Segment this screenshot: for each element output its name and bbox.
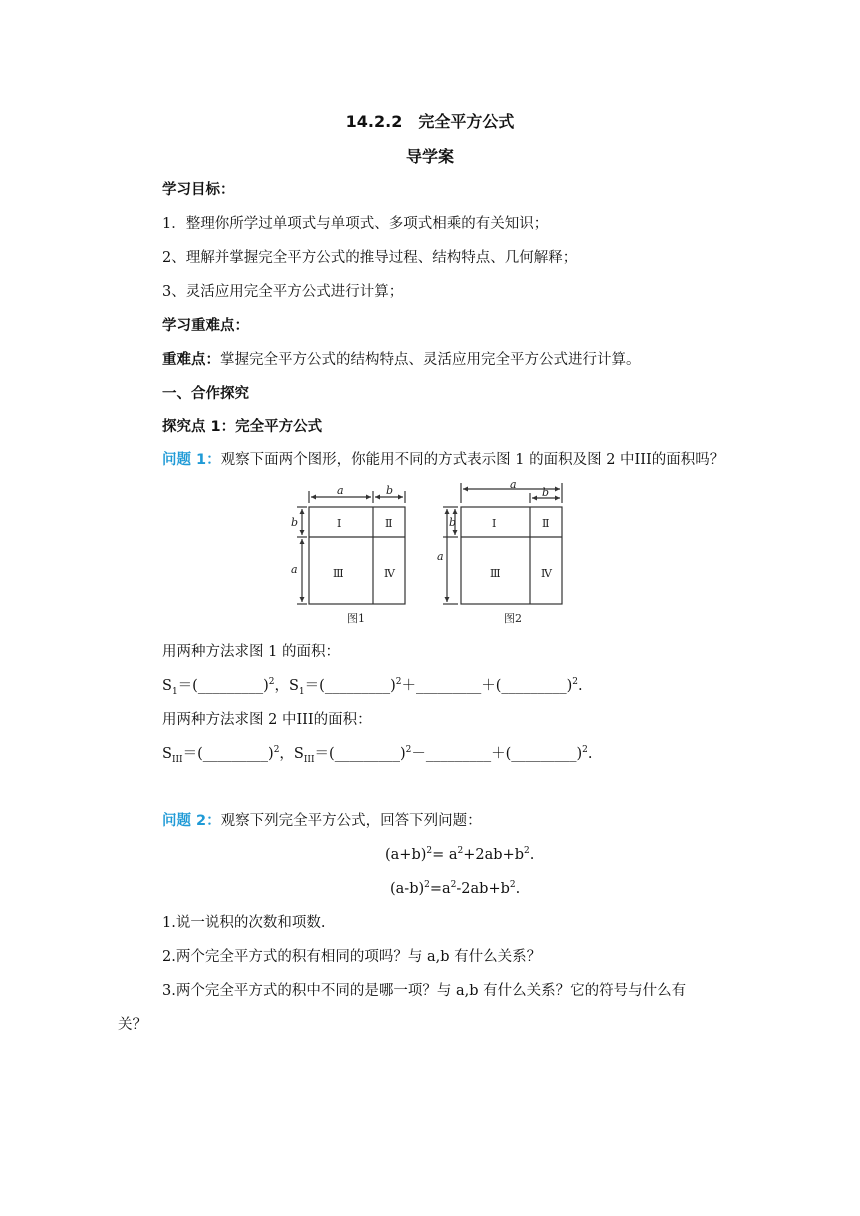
- question-2: [162, 811, 482, 831]
- plus: ＋: [491, 746, 506, 762]
- fig1-label-a-left: a: [291, 563, 298, 576]
- period: .: [515, 881, 521, 897]
- blank: _________: [415, 678, 482, 694]
- page-title: 14.2.2 完全平方公式: [345, 112, 515, 131]
- fig1-area-equation: [162, 676, 583, 696]
- question-2-label: 问题 2：: [162, 813, 221, 829]
- plus: ＋: [401, 678, 416, 694]
- fig1-label-b-top: b: [386, 485, 394, 497]
- goal-item-3: 3、灵活应用完全平方公式进行计算；: [162, 284, 404, 300]
- s-symbol: S: [162, 678, 172, 694]
- square-exp: 2: [582, 745, 588, 756]
- blank: _________: [425, 746, 492, 762]
- question-2-item-3: 3.两个完全平方式的积中不同的是哪一项？与 a,b 有什么关系？它的符号与什么有: [162, 983, 687, 999]
- square-exp: 2: [509, 880, 516, 891]
- fig2-region-3: Ⅲ: [490, 567, 501, 580]
- fig2-label-a-left: a: [437, 550, 444, 563]
- s-subscript: 1: [171, 686, 178, 697]
- fig2-caption: 图2: [504, 612, 522, 625]
- s-symbol: S: [293, 746, 304, 762]
- explore-point-heading: 探究点 1：完全平方公式: [162, 419, 323, 435]
- key-points-heading: 学习重难点：: [162, 318, 249, 334]
- question-1-label: 问题 1：: [162, 452, 221, 468]
- square-exp: 2: [268, 677, 275, 688]
- s-symbol: S: [162, 746, 172, 762]
- question-2-item-1: 1.说一说积的次数和项数.: [162, 915, 326, 931]
- question-2-text: 观察下列完全平方公式，回答下列问题：: [220, 813, 482, 829]
- blank: (_________): [329, 746, 406, 762]
- square-exp: 2: [424, 880, 430, 891]
- blank: (_________): [505, 746, 583, 762]
- figure-2: [434, 480, 574, 630]
- figure-1: [285, 485, 415, 630]
- s-symbol: S: [288, 678, 299, 694]
- period: .: [578, 678, 583, 694]
- key-points-line: [162, 350, 641, 370]
- equals: ＝: [177, 678, 193, 694]
- s-subscript: III: [303, 754, 315, 765]
- s-subscript: 1: [298, 686, 305, 697]
- formula-sum-square: [385, 845, 534, 865]
- formula-diff-square: [390, 879, 520, 899]
- square-exp: 2: [524, 846, 530, 857]
- square-exp: 2: [395, 677, 402, 688]
- minus: －: [411, 746, 426, 762]
- fig2-label-a-top: a: [510, 480, 517, 491]
- period: .: [529, 847, 535, 863]
- formula-term: -2ab+b: [456, 881, 510, 897]
- fig1-label-a-top: a: [337, 485, 344, 497]
- comma: ，: [274, 678, 289, 694]
- blank: (_________): [192, 678, 269, 694]
- fig2-area-prompt: 用两种方法求图 2 中III的面积：: [162, 712, 372, 728]
- fig1-region-2: Ⅱ: [385, 517, 393, 530]
- question-1: [162, 450, 724, 470]
- blank: (_________): [495, 678, 573, 694]
- fig2-region-1: Ⅰ: [492, 517, 497, 530]
- goal-item-2: 2、理解并掌握完全平方公式的推导过程、结构特点、几何解释；: [162, 250, 578, 266]
- fig2-label-b-left: b: [449, 516, 457, 529]
- question-2-item-3-cont: 关？: [118, 1017, 147, 1033]
- period: .: [587, 746, 593, 762]
- square-exp: 2: [457, 846, 464, 857]
- fig2-region-2: Ⅱ: [542, 517, 550, 530]
- fig2-label-b-top: b: [542, 486, 550, 499]
- square-exp: 2: [450, 880, 457, 891]
- comma: ，: [279, 746, 294, 762]
- formula-term: (a+b): [385, 847, 427, 863]
- fig1-label-b-left: b: [291, 516, 299, 529]
- square-exp: 2: [405, 745, 412, 756]
- question-2-item-2: 2.两个完全平方式的积有相同的项吗？与 a,b 有什么关系？: [162, 949, 542, 965]
- s-subscript: III: [171, 754, 183, 765]
- formula-term: =a: [429, 881, 451, 897]
- question-1-text: 观察下面两个图形，你能用不同的方式表示图 1 的面积及图 2 中III的面积吗？: [220, 452, 725, 468]
- square-exp: 2: [273, 745, 280, 756]
- plus: ＋: [481, 678, 496, 694]
- fig1-region-4: Ⅳ: [384, 567, 395, 580]
- fig1-caption: 图1: [347, 612, 365, 625]
- formula-term: +2ab+b: [463, 847, 524, 863]
- fig2-region-4: Ⅳ: [541, 567, 552, 580]
- equals: ＝: [182, 746, 198, 762]
- goals-heading: 学习目标：: [162, 182, 235, 198]
- square-exp: 2: [572, 677, 579, 688]
- goal-item-1: 1．整理你所学过单项式与单项式、多项式相乘的有关知识；: [162, 216, 549, 232]
- fig1-region-1: Ⅰ: [337, 517, 342, 530]
- blank: (_________): [197, 746, 274, 762]
- key-points-label: 重难点：: [162, 352, 220, 368]
- fig1-area-prompt: 用两种方法求图 1 的面积：: [162, 644, 340, 660]
- formula-term: (a-b): [390, 881, 425, 897]
- page-subtitle: 导学案: [405, 147, 454, 166]
- fig1-region-3: Ⅲ: [333, 567, 344, 580]
- equals: ＝: [314, 746, 330, 762]
- key-points-text: 掌握完全平方公式的结构特点、灵活应用完全平方公式进行计算。: [220, 352, 641, 368]
- blank: (_________): [319, 678, 396, 694]
- section-heading: 一、合作探究: [162, 386, 249, 402]
- fig2-area-equation: [162, 744, 593, 764]
- equals: ＝: [304, 678, 320, 694]
- formula-term: = a: [432, 847, 458, 863]
- square-exp: 2: [426, 846, 433, 857]
